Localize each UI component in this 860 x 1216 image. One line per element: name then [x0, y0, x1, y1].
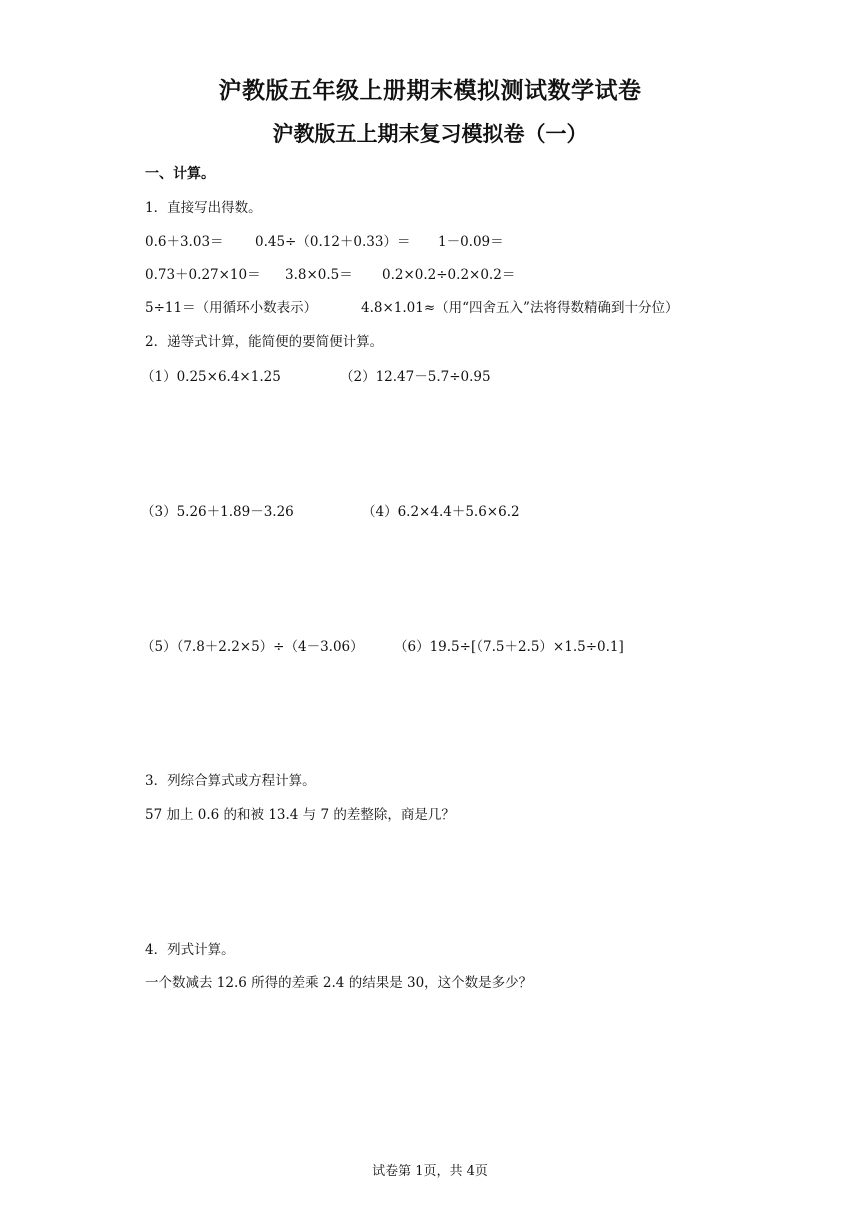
q1-row2-item2: 3.8×0.5＝: [285, 267, 353, 283]
question-1-label: 1．直接写出得数。: [145, 200, 262, 216]
q1-row2-item3: 0.2×0.2÷0.2×0.2＝: [382, 267, 516, 283]
question-3-text: 57 加上 0.6 的和被 13.4 与 7 的差整除，商是几？: [145, 807, 455, 823]
q2-item-4: （4）6.2×4.4＋5.6×6.2: [362, 504, 520, 520]
exam-title: 沪教版五年级上册期末模拟测试数学试卷: [218, 78, 642, 104]
question-4-label: 4．列式计算。: [145, 942, 235, 958]
question-4-text: 一个数减去 12.6 所得的差乘 2.4 的结果是 30，这个数是多少？: [145, 975, 533, 991]
q1-row3-item2: 4.8×1.01≈（用“四舍五入”法将得数精确到十分位）: [361, 300, 679, 316]
q1-row1-item1: 0.6＋3.03＝: [145, 234, 224, 250]
exam-subtitle: 沪教版五上期末复习模拟卷（一）: [272, 122, 588, 146]
q2-item-3: （3）5.26＋1.89－3.26: [141, 504, 294, 520]
question-3-label: 3．列综合算式或方程计算。: [145, 773, 316, 789]
q1-row1-item3: 1－0.09＝: [438, 234, 504, 250]
section-heading: 一、计算。: [145, 166, 215, 182]
q1-row3-item1: 5÷11＝（用循环小数表示）: [145, 300, 318, 316]
q2-item-2: （2）12.47－5.7÷0.95: [340, 369, 491, 385]
question-2-label: 2．递等式计算，能简便的要简便计算。: [145, 334, 384, 350]
q1-row2-item1: 0.73＋0.27×10＝: [145, 267, 261, 283]
q2-item-1: （1）0.25×6.4×1.25: [141, 369, 281, 385]
q1-row1-item2: 0.45÷（0.12＋0.33）＝: [255, 234, 411, 250]
page-footer: 试卷第 1页，共 4页: [372, 1164, 488, 1179]
q2-item-6: （6）19.5÷[（7.5＋2.5）×1.5÷0.1]: [394, 639, 624, 655]
q2-item-5: （5）（7.8＋2.2×5）÷（4－3.06）: [141, 639, 364, 655]
